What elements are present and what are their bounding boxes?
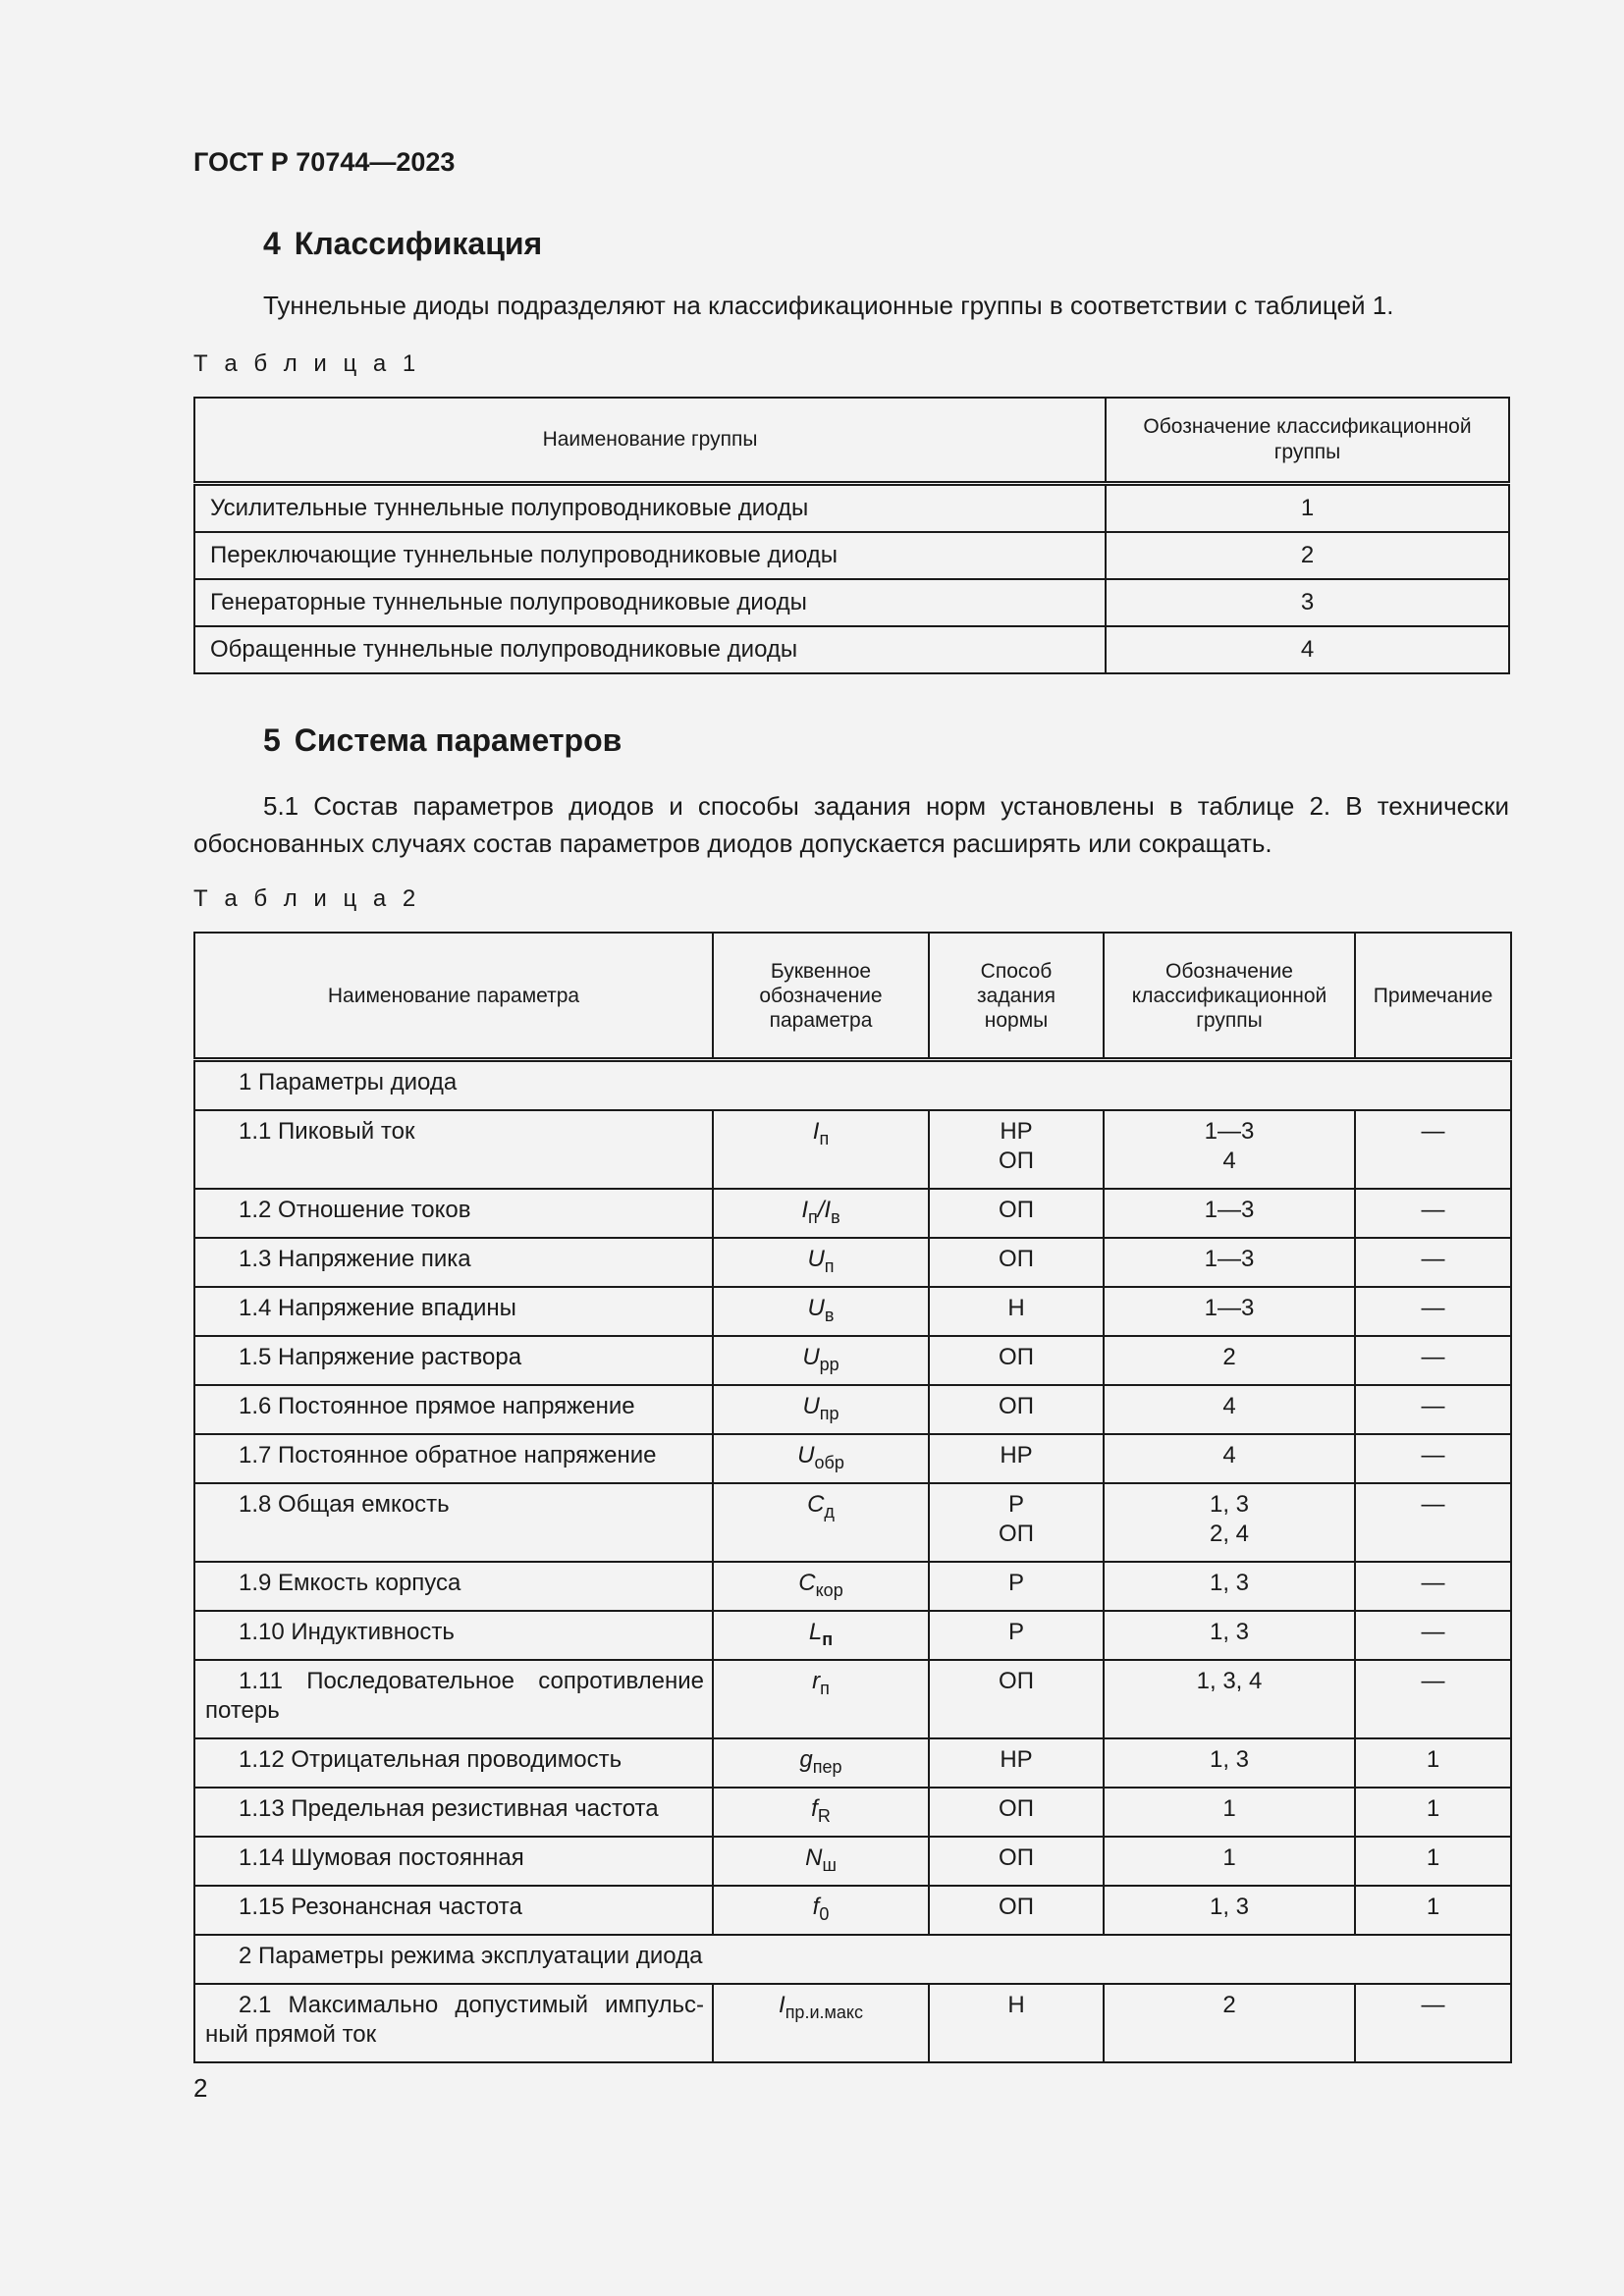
parameter-symbol-cell	[713, 1385, 929, 1434]
parameter-symbol: $U_п$	[807, 1246, 835, 1276]
norm-method-cell: ОП	[929, 1336, 1104, 1385]
class-group-cell: 1—3	[1104, 1287, 1355, 1336]
class-group-cell: 2	[1104, 1336, 1355, 1385]
class-group-cell: 1—3 4	[1104, 1110, 1355, 1189]
group-designation-cell: 2	[1106, 532, 1509, 579]
norm-method-cell: ОП	[929, 1660, 1104, 1738]
section-5-title	[263, 722, 622, 759]
parameter-name-cell: 1.4 Напряжение впадины	[194, 1287, 713, 1336]
section-5-number: 5	[263, 722, 281, 758]
table-row	[194, 1189, 1511, 1238]
section-5-title-text: Система параметров	[294, 722, 623, 758]
parameter-symbol: $I_{пр.и.макс}$	[779, 1992, 863, 2022]
class-group-cell: 1	[1104, 1788, 1355, 1837]
table-row	[194, 1110, 1511, 1189]
parameter-name-cell: 1.6 Постоянное прямое напряжение	[194, 1385, 713, 1434]
parameter-symbol-cell	[713, 1238, 929, 1287]
parameter-symbol: $L_п$	[808, 1619, 834, 1649]
section-4-title-text: Классификация	[294, 226, 543, 261]
parameter-symbol: $С_{кор}$	[798, 1570, 843, 1600]
parameter-symbol: $N_ш$	[805, 1844, 837, 1875]
table-header-row	[194, 398, 1509, 484]
parameter-symbol: $r_п$	[812, 1668, 830, 1698]
note-cell: —	[1355, 1336, 1511, 1385]
table-group-row	[194, 1935, 1511, 1984]
group-name-cell: Переключающие туннельные полупроводниковые диоды	[194, 532, 1106, 579]
table-row	[194, 1611, 1511, 1660]
parameter-symbol-cell	[713, 1660, 929, 1738]
group-label: 1 Параметры диода	[194, 1060, 1511, 1111]
group-designation-cell: 1	[1106, 484, 1509, 533]
norm-method-cell: Н	[929, 1287, 1104, 1336]
parameter-symbol-cell	[713, 1788, 929, 1837]
parameter-name-cell: 1.13 Предельная резистивная частота	[194, 1788, 713, 1837]
norm-method-cell: ОП	[929, 1189, 1104, 1238]
note-cell: —	[1355, 1984, 1511, 2062]
column-header-norm-method: Способ задания нормы	[929, 933, 1104, 1060]
note-cell: 1	[1355, 1886, 1511, 1935]
class-group-cell: 1	[1104, 1837, 1355, 1886]
section-4-title	[263, 226, 542, 262]
parameter-symbol-cell	[713, 1189, 929, 1238]
page-number: 2	[193, 2073, 208, 2103]
note-cell: —	[1355, 1238, 1511, 1287]
parameter-symbol: $f_0$	[812, 1894, 830, 1924]
note-cell: —	[1355, 1110, 1511, 1189]
parameters-table	[193, 932, 1512, 2063]
parameter-symbol-cell	[713, 1287, 929, 1336]
parameter-name-cell: 1.7 Постоянное обратное напряжение	[194, 1434, 713, 1483]
norm-method-cell: НР	[929, 1434, 1104, 1483]
norm-method-cell: Н	[929, 1984, 1104, 2062]
note-cell: —	[1355, 1483, 1511, 1562]
class-group-cell: 4	[1104, 1434, 1355, 1483]
class-group-cell: 1, 3 2, 4	[1104, 1483, 1355, 1562]
table-row	[194, 1837, 1511, 1886]
note-cell: —	[1355, 1660, 1511, 1738]
parameter-symbol-cell	[713, 1562, 929, 1611]
norm-method-cell: НР	[929, 1738, 1104, 1788]
parameter-symbol: $U_в$	[807, 1295, 835, 1325]
note-cell: 1	[1355, 1837, 1511, 1886]
table-2-caption: Т а б л и ц а 2	[193, 885, 421, 912]
section-4-paragraph: Туннельные диоды подразделяют на классификационные группы в соответствии с таблицей 1.	[263, 291, 1394, 320]
class-group-cell: 2	[1104, 1984, 1355, 2062]
note-cell: —	[1355, 1287, 1511, 1336]
parameter-symbol: $U_{рр}$	[802, 1344, 839, 1374]
norm-method-cell: ОП	[929, 1788, 1104, 1837]
norm-method-cell: Р	[929, 1611, 1104, 1660]
class-group-cell: 1—3	[1104, 1238, 1355, 1287]
class-group-cell: 1, 3	[1104, 1886, 1355, 1935]
class-group-cell: 1, 3	[1104, 1738, 1355, 1788]
parameter-name-cell: 2.1 Максимально допустимый импульс-ный прямой ток	[194, 1984, 713, 2062]
document-code: ГОСТ Р 70744—2023	[193, 147, 456, 177]
parameter-name-cell: 1.10 Индуктивность	[194, 1611, 713, 1660]
parameter-symbol-cell	[713, 1611, 929, 1660]
section-4-number: 4	[263, 226, 281, 261]
parameter-symbol: $f_R$	[811, 1795, 831, 1826]
norm-method-cell: ОП	[929, 1385, 1104, 1434]
parameter-symbol-cell	[713, 1336, 929, 1385]
group-designation-cell: 3	[1106, 579, 1509, 626]
classification-table	[193, 397, 1510, 674]
column-header-parameter-name: Наименование параметра	[194, 933, 713, 1060]
parameter-name-cell: 1.12 Отрицательная проводимость	[194, 1738, 713, 1788]
table-row	[194, 1788, 1511, 1837]
parameter-symbol: $U_{пр}$	[802, 1393, 839, 1423]
group-name-cell: Генераторные туннельные полупроводниковые диоды	[194, 579, 1106, 626]
parameter-symbol: $g_{пер}$	[799, 1746, 842, 1777]
norm-method-cell: ОП	[929, 1238, 1104, 1287]
norm-method-cell: Р	[929, 1562, 1104, 1611]
parameter-symbol-cell	[713, 1110, 929, 1189]
parameter-symbol-cell	[713, 1984, 929, 2062]
parameter-name-cell: 1.3 Напряжение пика	[194, 1238, 713, 1287]
parameter-symbol-cell	[713, 1886, 929, 1935]
note-cell: —	[1355, 1434, 1511, 1483]
class-group-cell: 1—3	[1104, 1189, 1355, 1238]
parameter-symbol: $I_п/I_в$	[801, 1197, 840, 1227]
parameter-name-cell: 1.1 Пиковый ток	[194, 1110, 713, 1189]
class-group-cell: 1, 3, 4	[1104, 1660, 1355, 1738]
norm-method-cell: ОП	[929, 1886, 1104, 1935]
parameter-symbol-cell	[713, 1837, 929, 1886]
table-row	[194, 1434, 1511, 1483]
note-cell: —	[1355, 1385, 1511, 1434]
table-row	[194, 626, 1509, 673]
note-cell: —	[1355, 1611, 1511, 1660]
note-cell: 1	[1355, 1788, 1511, 1837]
table-row	[194, 1984, 1511, 2062]
table-row	[194, 1562, 1511, 1611]
note-cell: 1	[1355, 1738, 1511, 1788]
table-row	[194, 1385, 1511, 1434]
table-row	[194, 484, 1509, 533]
parameter-name-cell: 1.5 Напряжение раствора	[194, 1336, 713, 1385]
group-designation-cell: 4	[1106, 626, 1509, 673]
table-row	[194, 1660, 1511, 1738]
parameter-name-cell: 1.2 Отношение токов	[194, 1189, 713, 1238]
table-header-row	[194, 933, 1511, 1060]
table-row	[194, 1886, 1511, 1935]
parameter-name-cell: 1.11 Последовательное сопротивление потерь	[194, 1660, 713, 1738]
parameter-symbol-cell	[713, 1483, 929, 1562]
class-group-cell: 1, 3	[1104, 1562, 1355, 1611]
parameter-name-cell: 1.9 Емкость корпуса	[194, 1562, 713, 1611]
table-row	[194, 1483, 1511, 1562]
parameter-symbol: $U_{обр}$	[797, 1442, 844, 1472]
table-row	[194, 1738, 1511, 1788]
norm-method-cell: Р ОП	[929, 1483, 1104, 1562]
norm-method-cell: НР ОП	[929, 1110, 1104, 1189]
column-header-note: Примечание	[1355, 933, 1511, 1060]
table-1-caption: Т а б л и ц а 1	[193, 350, 421, 377]
parameter-symbol: $С_д$	[807, 1491, 835, 1522]
table-row	[194, 1238, 1511, 1287]
parameter-name-cell: 1.8 Общая емкость	[194, 1483, 713, 1562]
parameter-symbol-cell	[713, 1738, 929, 1788]
parameter-name-cell: 1.15 Резонансная частота	[194, 1886, 713, 1935]
section-5-paragraph: 5.1 Состав параметров диодов и способы задания норм установлены в таблице 2. В технически обоснованных случаях состав параметров диодов допускается расширять или сокращать.	[193, 791, 1509, 858]
table-row	[194, 1336, 1511, 1385]
note-cell: —	[1355, 1562, 1511, 1611]
table-row	[194, 1287, 1511, 1336]
group-label: 2 Параметры режима эксплуатации диода	[194, 1935, 1511, 1984]
column-header-letter-symbol: Буквенное обозначение параметра	[713, 933, 929, 1060]
parameter-name-cell: 1.14 Шумовая постоянная	[194, 1837, 713, 1886]
table-row	[194, 532, 1509, 579]
column-header-group-designation: Обозначение классификационной группы	[1106, 398, 1509, 484]
table-row	[194, 579, 1509, 626]
parameter-symbol: $I_п$	[812, 1118, 830, 1148]
class-group-cell: 4	[1104, 1385, 1355, 1434]
parameter-symbol-cell	[713, 1434, 929, 1483]
column-header-class-group: Обозначение классификационной группы	[1104, 933, 1355, 1060]
note-cell: —	[1355, 1189, 1511, 1238]
class-group-cell: 1, 3	[1104, 1611, 1355, 1660]
group-name-cell: Усилительные туннельные полупроводниковые диоды	[194, 484, 1106, 533]
table-group-row	[194, 1060, 1511, 1111]
norm-method-cell: ОП	[929, 1837, 1104, 1886]
group-name-cell: Обращенные туннельные полупроводниковые диоды	[194, 626, 1106, 673]
column-header-group-name: Наименование группы	[194, 398, 1106, 484]
